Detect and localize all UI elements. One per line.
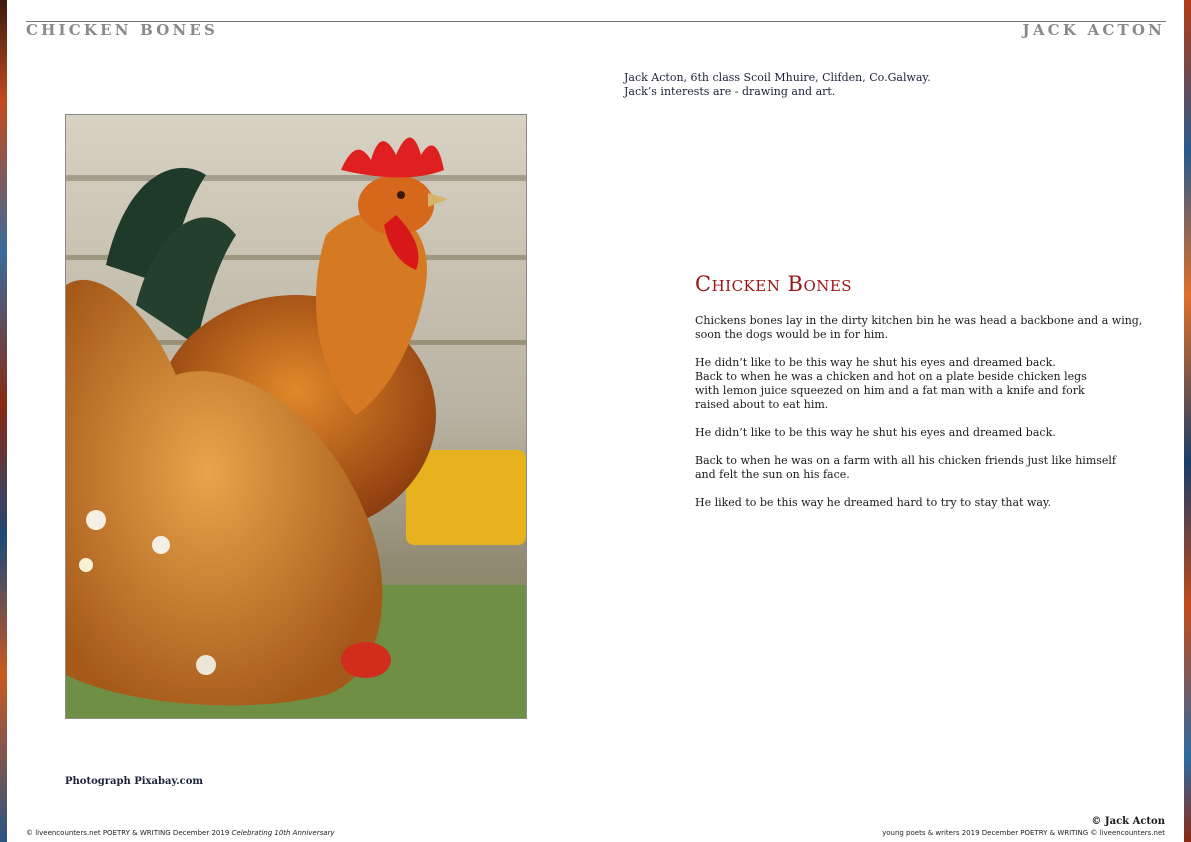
rooster-illustration (66, 115, 526, 718)
poem-line: He didn’t like to be this way he shut his eyes and dreamed back. (695, 426, 1056, 439)
rooster-photo (65, 114, 527, 719)
author-intro-line: Jack Acton, 6th class Scoil Mhuire, Clifden, Co.Galway. (624, 71, 931, 84)
poem-stanza (695, 314, 1155, 342)
poem-line: soon the dogs would be in for him. (695, 328, 889, 341)
poem-stanza (695, 356, 1155, 412)
poem-line: He liked to be this way he dreamed hard to try to stay that way. (695, 496, 1052, 509)
poem-line: with lemon juice squeezed on him and a fat man with a knife and fork (695, 384, 1085, 397)
author-intro-line: Jack’s interests are - drawing and art. (624, 85, 836, 98)
right-decorative-edge (1184, 0, 1191, 842)
poem-line: and felt the sun on his face. (695, 468, 850, 481)
author-intro (624, 71, 931, 99)
photo-caption: Photograph Pixabay.com (65, 776, 203, 787)
copyright-author: © Jack Acton (1091, 816, 1165, 827)
poem-line: Back to when he was a chicken and hot on a plate beside chicken legs (695, 370, 1087, 383)
poem-stanza (695, 454, 1155, 482)
footer-left-italic: Celebrating 10th Anniversary (231, 829, 335, 837)
poem-line: Chickens bones lay in the dirty kitchen bin he was head a backbone and a wing, (695, 314, 1143, 327)
footer-left (26, 829, 335, 837)
left-decorative-edge (0, 0, 7, 842)
poem-line: Back to when he was on a farm with all his chicken friends just like himself (695, 454, 1116, 467)
poem-body (695, 314, 1155, 524)
header-title-right: JACK ACTON (1022, 21, 1165, 39)
poem-stanza (695, 426, 1155, 440)
footer-right: young poets & writers 2019 December POETRY & WRITING © liveencounters.net (882, 829, 1165, 837)
poem-title: Chicken Bones (695, 272, 853, 296)
footer-left-text: © liveencounters.net POETRY & WRITING December 2019 (26, 829, 230, 837)
header-title-left: CHICKEN BONES (26, 21, 219, 39)
poem-stanza (695, 496, 1155, 510)
poem-line: He didn’t like to be this way he shut his eyes and dreamed back. (695, 356, 1056, 369)
poem-line: raised about to eat him. (695, 398, 829, 411)
